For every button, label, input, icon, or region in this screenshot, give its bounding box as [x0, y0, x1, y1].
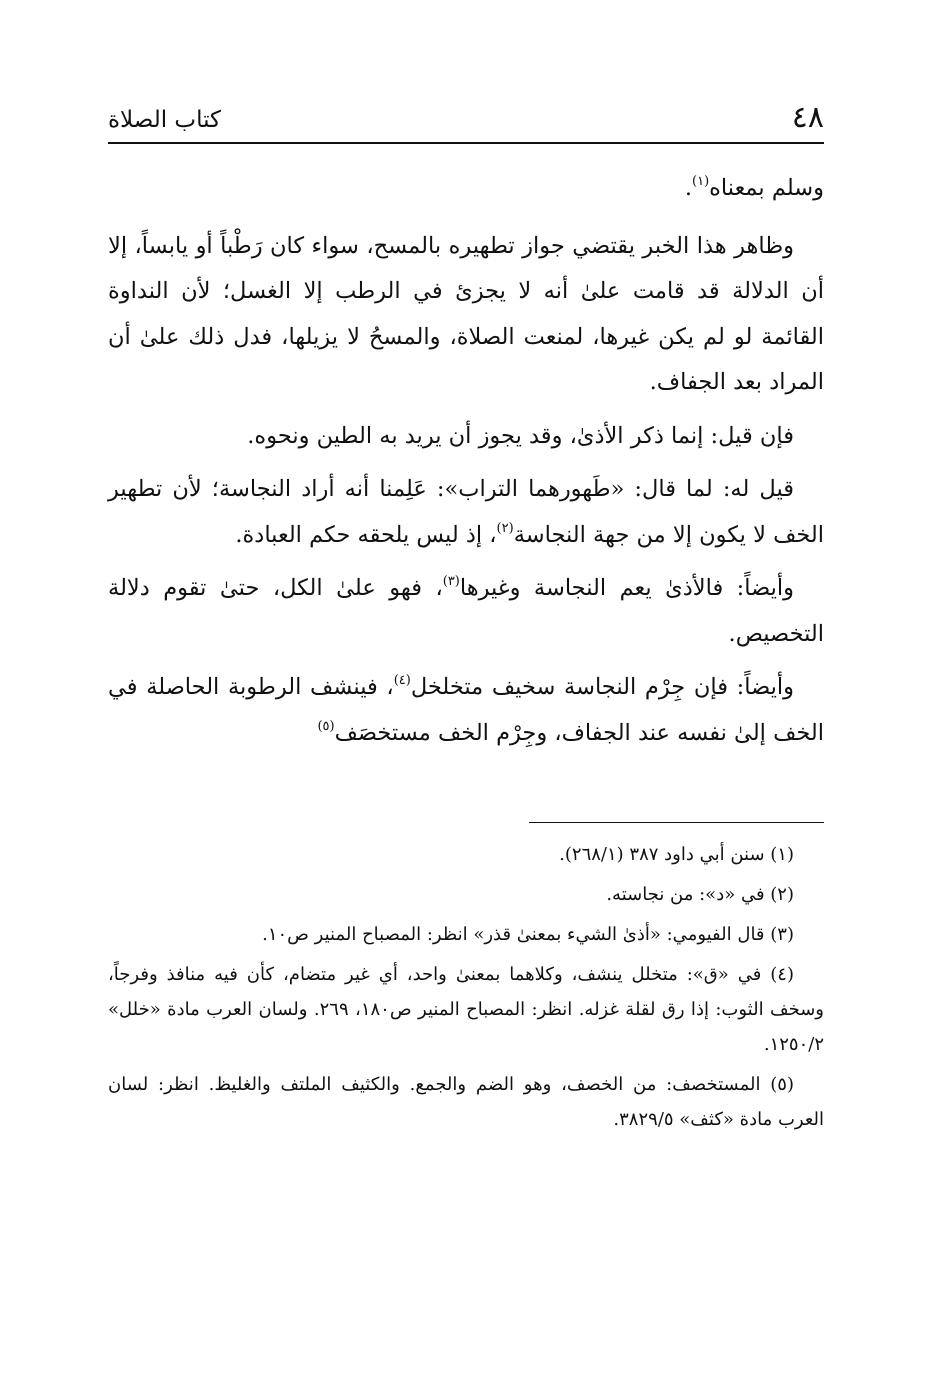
footnote: (٢) في «د»: من نجاسته. — [606, 884, 794, 905]
book-page — [108, 98, 824, 1142]
footnote-separator-wrap — [108, 764, 824, 823]
paragraph-text: وظاهر هذا الخبر يقتضي جواز تطهيره بالمسح، سواء كان رَطْباً أو يابساً، إلا أن الدلالة قد قامت علىٰ أنه لا يجزئ في الرطب إلا الغسل؛ لأن النداوة القائمة لو لم يكن غيرها، لمنعت الصلاة، والمسحُ لا يزيلها، فدل ذلك علىٰ أن المراد بعد الجفاف. — [108, 232, 824, 395]
footnote: (٥) المستخصف: من الخصف، وهو الضم والجمع. والكثيف الملتف والغليظ. انظر: لسان العرب مادة «كثف» ٣٨٢٩/٥. — [108, 1074, 824, 1130]
footnote: (٤) في «ق»: متخلل ينشف، وكلاهما بمعنىٰ واحد، أي غير متضام، كأن فيه منافذ وفرجاً، وسخف الثوب: إذا رق لقلة غزله. انظر: المصباح المنير ص١٨٠، ٢٦٩. ولسان العرب مادة «خلل» ١٢٥٠/٢. — [108, 964, 824, 1055]
page-header — [108, 98, 824, 144]
paragraph — [108, 166, 824, 212]
paragraph — [108, 566, 824, 657]
footnote-marker: (١) — [692, 174, 710, 189]
paragraph-text: وأيضاً: فالأذىٰ يعم النجاسة وغيرها — [459, 575, 794, 601]
footnote-separator — [529, 822, 824, 823]
book-title: كتاب الصلاة — [108, 107, 221, 133]
footnote-marker: (٥) — [317, 718, 335, 734]
footnote: (٣) قال الفيومي: «أذىٰ الشيء بمعنىٰ قذر» انظر: المصباح المنير ص١٠. — [262, 924, 794, 945]
footnote-marker: (٣) — [442, 574, 460, 589]
paragraph-text: . — [684, 175, 692, 201]
paragraph-text: وسلم بمعناه — [709, 175, 824, 201]
paragraph-text: ، إذ ليس يلحقه حكم العبادة. — [235, 521, 497, 548]
paragraph — [108, 467, 824, 558]
footnotes — [108, 837, 824, 1137]
footnote-marker: (٢) — [496, 520, 514, 536]
paragraph-text: قيل له: لما قال: «طَهورهما التراب»: عَلِمنا أنه أراد النجاسة؛ لأن تطهير الخف لا يكون إلا من جهة النجاسة — [108, 476, 824, 548]
paragraph — [108, 414, 824, 460]
paragraph-text: ، فهو علىٰ الكل، حتىٰ تقوم دلالة التخصيص. — [108, 575, 824, 647]
main-text — [108, 166, 824, 756]
footnote-marker: (٤) — [393, 673, 411, 688]
paragraph-text: وأيضاً: فإن جِرْم النجاسة سخيف متخلخل — [410, 674, 794, 700]
paragraph-text: فإن قيل: إنما ذكر الأذىٰ، وقد يجوز أن يريد به الطين ونحوه. — [247, 422, 794, 449]
paragraph — [108, 665, 824, 756]
page-number: ٤٨ — [791, 100, 824, 135]
footnote: (١) سنن أبي داود ٣٨٧ (٢٦٨/١). — [559, 844, 794, 865]
paragraph-text: ، فينشف الرطوبة الحاصلة في الخف إلىٰ نفسه عند الجفاف، وجِرْم الخف مستخصَف — [108, 674, 824, 746]
paragraph — [108, 224, 824, 406]
